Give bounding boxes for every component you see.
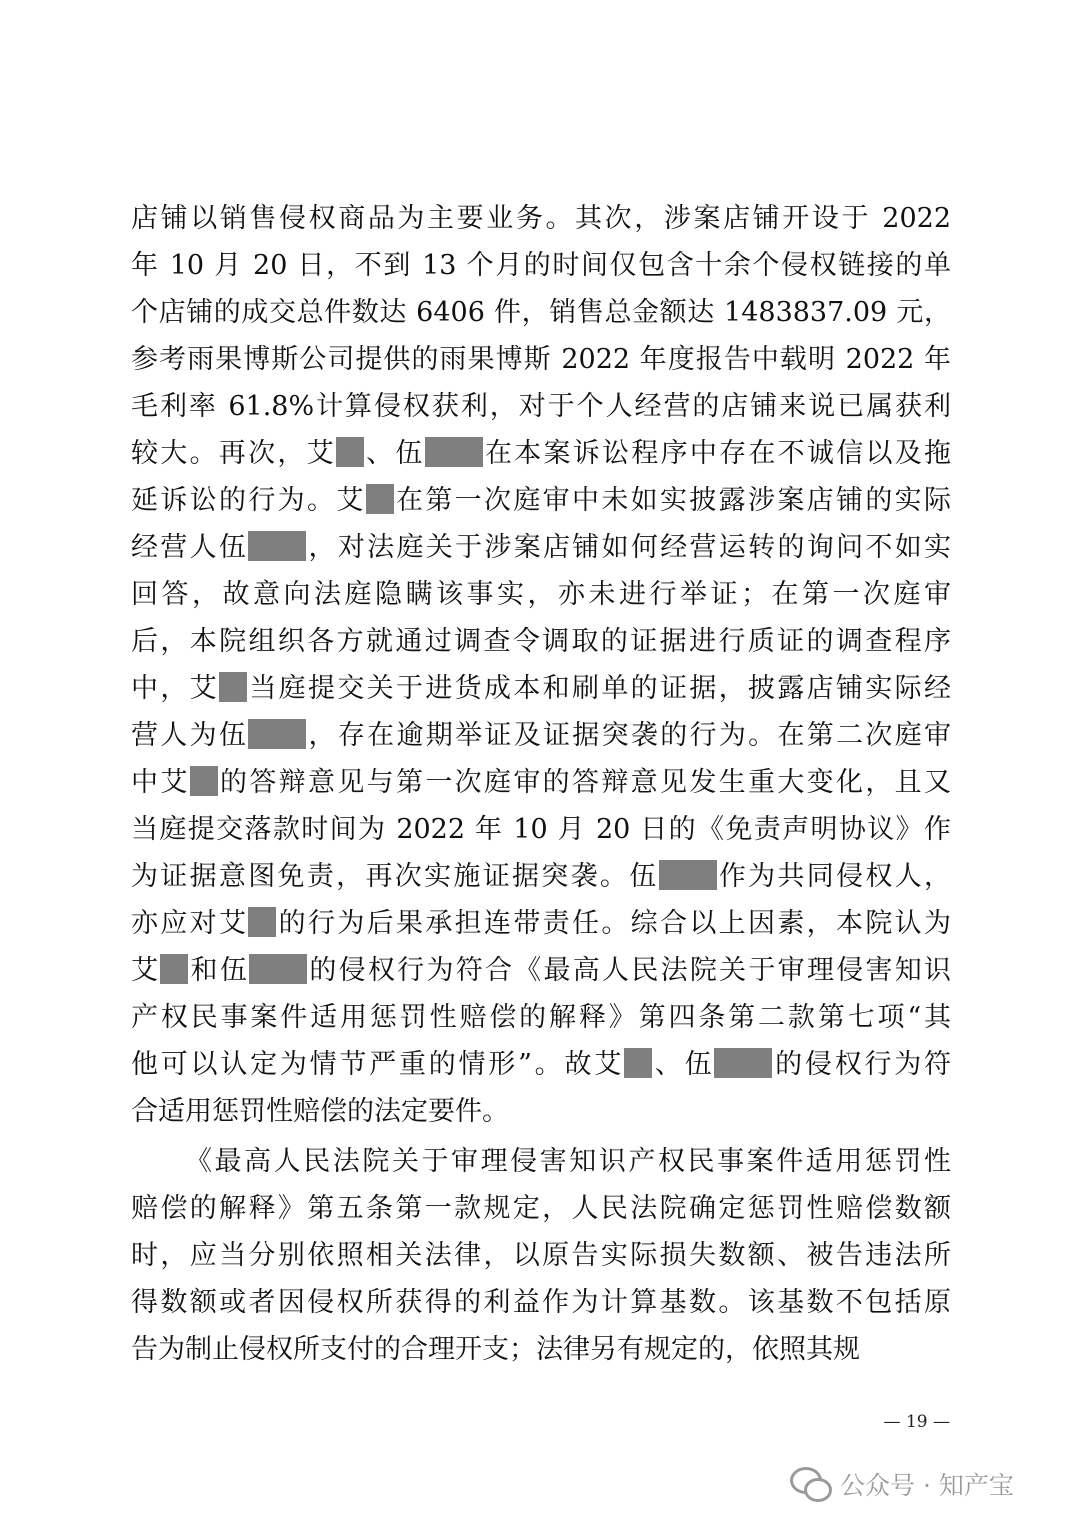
text-segment: 中，艾 <box>131 673 219 704</box>
text-line <box>131 1185 951 1232</box>
text-segment: 在本案诉讼程序中存在不诚信以及拖 <box>482 438 951 469</box>
text-line <box>131 806 951 853</box>
redaction-box <box>659 860 717 890</box>
text-line <box>131 759 951 806</box>
text-line <box>185 1138 951 1185</box>
text-segment: 毛利率 61.8%计算侵权获利，对于个人经营的店铺来说已属获利 <box>131 391 951 422</box>
text-line <box>131 1041 951 1088</box>
text-line <box>131 1232 951 1279</box>
text-line <box>131 571 951 618</box>
text-segment: 时，应当分别依照相关法律，以原告实际损失数额、被告违法所 <box>131 1240 951 1271</box>
redaction-box <box>160 954 188 984</box>
text-segment: 告为制止侵权所支付的合理开支；法律另有规定的，依照其规 <box>131 1334 860 1365</box>
redaction-box <box>249 954 307 984</box>
text-segment: 《最高人民法院关于审理侵害知识产权民事案件适用惩罚性 <box>185 1146 951 1177</box>
text-line <box>131 665 951 712</box>
text-segment: 亦应对艾 <box>131 908 249 939</box>
text-segment: 作为共同侵权人， <box>716 861 951 892</box>
text-line <box>131 900 951 947</box>
text-segment: 的答辩意见与第一次庭审的答辩意见发生重大变化，且又 <box>217 767 951 798</box>
text-segment: ，存在逾期举证及证据突袭的行为。在第二次庭审 <box>306 720 951 751</box>
text-line <box>131 242 951 289</box>
redaction-box <box>336 437 364 467</box>
redaction-box <box>219 672 247 702</box>
text-segment: 、伍 <box>363 438 425 469</box>
page-number: — 19 — <box>883 1412 950 1432</box>
text-segment: 的侵权行为符合《最高人民法院关于审理侵害知识 <box>307 955 951 986</box>
text-line <box>131 524 951 571</box>
redaction-box <box>714 1048 772 1078</box>
text-segment: 合适用惩罚性赔偿的法定要件。 <box>131 1096 509 1127</box>
text-segment: 他可以认定为情节严重的情形”。故艾 <box>131 1049 625 1080</box>
text-segment: 的侵权行为符 <box>772 1049 951 1080</box>
text-segment: 产权民事案件适用惩罚性赔偿的解释》第四条第二款第七项“其 <box>131 1002 951 1033</box>
redaction-box <box>190 766 218 796</box>
text-line <box>131 336 951 383</box>
redaction-box <box>248 907 276 937</box>
watermark-text: 公众号 · 知产宝 <box>840 1471 1014 1500</box>
text-segment: 个店铺的成交总件数达 6406 件，销售总金额达 1483837.09 元， <box>131 297 951 328</box>
text-line <box>131 430 951 477</box>
text-segment: 的行为后果承担连带责任。综合以上因素，本院认为 <box>276 908 951 939</box>
text-line <box>131 618 951 665</box>
text-segment: 当庭提交关于进货成本和刷单的证据，披露店铺实际经 <box>247 673 951 704</box>
text-segment: 中艾 <box>131 767 190 798</box>
text-segment: 经营人伍 <box>131 532 249 563</box>
text-segment: 艾 <box>131 955 161 986</box>
redaction-box <box>248 531 306 561</box>
text-segment: 较大。再次，艾 <box>131 438 336 469</box>
text-line <box>131 195 951 242</box>
redaction-box <box>425 437 483 467</box>
text-line <box>131 1326 951 1373</box>
text-segment: 得数额或者因侵权所获得的利益作为计算基数。该基数不包括原 <box>131 1287 951 1318</box>
redaction-box <box>624 1048 652 1078</box>
text-segment: 赔偿的解释》第五条第一款规定，人民法院确定惩罚性赔偿数额 <box>131 1193 951 1224</box>
text-segment: 后，本院组织各方就通过调查令调取的证据进行质证的调查程序 <box>131 626 951 657</box>
text-line <box>131 289 951 336</box>
text-line <box>131 1088 951 1135</box>
text-line <box>131 947 951 994</box>
text-segment: 年 10 月 20 日，不到 13 个月的时间仅包含十余个侵权链接的单 <box>131 250 951 281</box>
redaction-box <box>366 484 394 514</box>
text-line <box>131 853 951 900</box>
text-segment: 为证据意图免责，再次实施证据突袭。伍 <box>131 861 659 892</box>
watermark <box>790 1460 1060 1508</box>
text-segment: 参考雨果博斯公司提供的雨果博斯 2022 年度报告中载明 2022 年 <box>131 344 951 375</box>
text-line <box>131 383 951 430</box>
text-segment: 和伍 <box>188 955 250 986</box>
text-line <box>131 477 951 524</box>
wechat-icon <box>790 1467 830 1501</box>
text-segment: 店铺以销售侵权商品为主要业务。其次，涉案店铺开设于 2022 <box>131 203 951 234</box>
text-line <box>131 712 951 759</box>
redaction-box <box>248 719 306 749</box>
text-segment: 延诉讼的行为。艾 <box>131 485 366 516</box>
text-segment: 、伍 <box>652 1049 715 1080</box>
text-segment: ，对法庭关于涉案店铺如何经营运转的询问不如实 <box>306 532 951 563</box>
text-segment: 回答，故意向法庭隐瞒该事实，亦未进行举证；在第一次庭审 <box>131 579 951 610</box>
text-line <box>131 1279 951 1326</box>
text-segment: 营人为伍 <box>131 720 249 751</box>
text-line <box>131 994 951 1041</box>
text-segment: 在第一次庭审中未如实披露涉案店铺的实际 <box>393 485 951 516</box>
text-segment: 当庭提交落款时间为 2022 年 10 月 20 日的《免责声明协议》作 <box>131 814 951 845</box>
